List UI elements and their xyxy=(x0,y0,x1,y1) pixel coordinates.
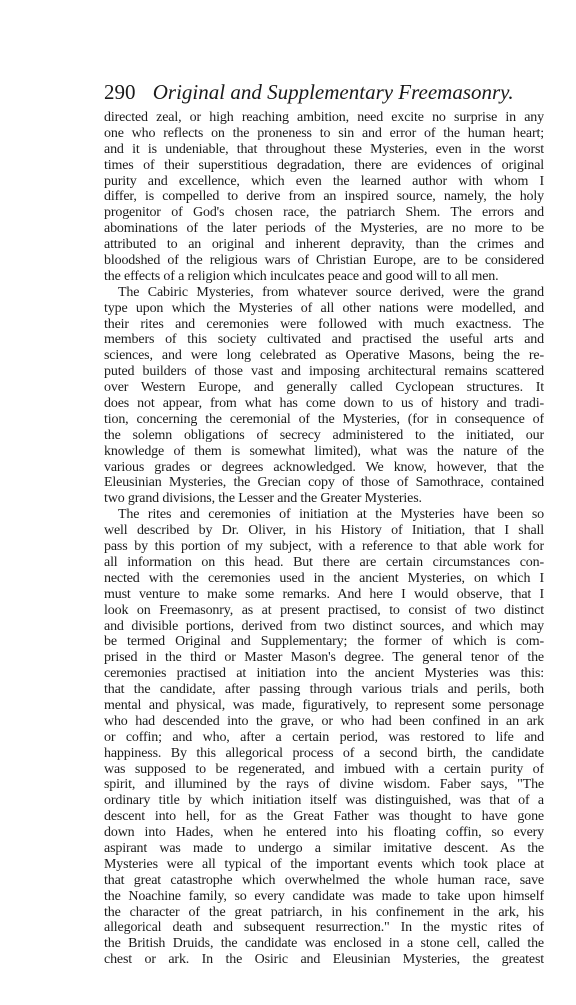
text-line: ceremonies practised at initiation into the ancient Mysteries was this: xyxy=(104,666,544,682)
text-line: the Noachine family, so every candidate was made to take upon himself xyxy=(104,888,544,904)
page-number: 290 xyxy=(104,80,136,104)
text-line: attributed to an original and inherent depravity, than the crimes and xyxy=(104,237,544,253)
text-line: all information on this head. But there are certain circumstances con- xyxy=(104,554,544,570)
text-line: ordinary title by which initiation itself was distinguished, was that of a xyxy=(104,793,544,809)
text-line: spirit, and illumined by the rays of divine wisdom. Faber says, "The xyxy=(104,777,544,793)
text-line: Eleusinian Mysteries, the Grecian copy of those of Samothrace, contained xyxy=(104,475,544,491)
text-line: differ, is compelled to derive from an inspired source, namely, the holy xyxy=(104,189,544,205)
text-line: The rites and ceremonies of initiation at the Mysteries have been so xyxy=(118,507,544,523)
text-line: over Western Europe, and generally called Cyclopean structures. It xyxy=(104,380,544,396)
body-text xyxy=(104,110,544,968)
running-header xyxy=(104,80,544,104)
text-line: must venture to make some remarks. And here I would observe, that I xyxy=(104,586,544,602)
text-line: does not appear, from what has come down to us of history and tradi- xyxy=(104,396,544,412)
text-line: pass by this portion of my subject, with a reference to that able work for xyxy=(104,539,544,555)
text-line: down into Hades, when he entered into his floating coffin, so every xyxy=(104,825,544,841)
text-line: the effects of a religion which inculcates peace and good will to all men. xyxy=(104,268,499,284)
running-title: Original and Supplementary Freemasonry. xyxy=(152,80,514,104)
text-line: or coffin; and who, after a certain period, was restored to life and xyxy=(104,729,544,745)
text-line: progenitor of God's chosen race, the patriarch Shem. The errors and xyxy=(104,205,544,221)
text-line: nected with the ceremonies used in the ancient Mysteries, on which I xyxy=(104,570,544,586)
text-line: knowledge of them is somewhat limited), what was the nature of the xyxy=(104,443,544,459)
text-line: tion, concerning the ceremonial of the Mysteries, (for in consequence of xyxy=(104,411,544,427)
text-line: and divisible portions, derived from two distinct sources, and which may xyxy=(104,618,544,634)
text-line: bloodshed of the religious wars of Christian Europe, are to be considered xyxy=(104,253,544,269)
text-line: sciences, and were long celebrated as Operative Masons, being the re- xyxy=(104,348,544,364)
text-line: and it is undeniable, that throughout these Mysteries, even in the worst xyxy=(104,141,544,157)
text-line: two grand divisions, the Lesser and the Greater Mysteries. xyxy=(104,491,422,507)
text-line: puted builders of those vast and imposing architectural remains scattered xyxy=(104,364,544,380)
text-line: members of this society cultivated and practised the useful arts and xyxy=(104,332,544,348)
text-line: times of their superstitious degradation, there are evidences of original xyxy=(104,157,544,173)
text-line: aspirant was made to undergo a similar imitative descent. As the xyxy=(104,840,544,856)
text-line: purity and excellence, which even the learned author with whom I xyxy=(104,173,544,189)
text-line: the character of the great patriarch, in his confinement in the ark, his xyxy=(104,904,544,920)
text-line: the British Druids, the candidate was enclosed in a stone cell, called the xyxy=(104,936,544,952)
text-line: well described by Dr. Oliver, in his History of Initiation, that I shall xyxy=(104,523,544,539)
text-line: chest or ark. In the Osiric and Eleusinian Mysteries, the greatest xyxy=(104,952,544,968)
text-line: that great catastrophe which overwhelmed the whole human race, save xyxy=(104,872,544,888)
text-line: that the candidate, after passing through various trials and perils, both xyxy=(104,682,544,698)
text-line: abominations of the later periods of the Mysteries, are no more to be xyxy=(104,221,544,237)
text-line: Mysteries were all typical of the important events which took place at xyxy=(104,856,544,872)
text-line: allegorical death and subsequent resurrection." In the mystic rites of xyxy=(104,920,544,936)
text-line: who had descended into the grave, or who had been confined in an ark xyxy=(104,713,544,729)
text-line: mental and physical, was made, figuratively, to represent some personage xyxy=(104,697,544,713)
text-line: directed zeal, or high reaching ambition, need excite no surprise in any xyxy=(104,110,544,125)
text-line: their rites and ceremonies were followed with much exactness. The xyxy=(104,316,544,332)
text-line: be termed Original and Supplementary; the former of which is com- xyxy=(104,634,544,650)
text-line: prised in the third or Master Mason's degree. The general tenor of the xyxy=(104,650,544,666)
text-line: one who reflects on the proneness to sin and error of the human heart; xyxy=(104,125,544,141)
text-line: happiness. By this allegorical process of a second birth, the candidate xyxy=(104,745,544,761)
text-line: the solemn obligations of secrecy administered to the initiated, our xyxy=(104,427,544,443)
text-line: look on Freemasonry, as at present practised, to consist of two distinct xyxy=(104,602,544,618)
text-line: The Cabiric Mysteries, from whatever source derived, were the grand xyxy=(118,284,544,300)
text-line: various grades or degrees acknowledged. We know, however, that the xyxy=(104,459,544,475)
text-line: type upon which the Mysteries of all other nations were modelled, and xyxy=(104,300,544,316)
text-line: descent into hell, for as the Great Father was thought to have gone xyxy=(104,809,544,825)
text-line: was supposed to be regenerated, and imbued with a certain purity of xyxy=(104,761,544,777)
